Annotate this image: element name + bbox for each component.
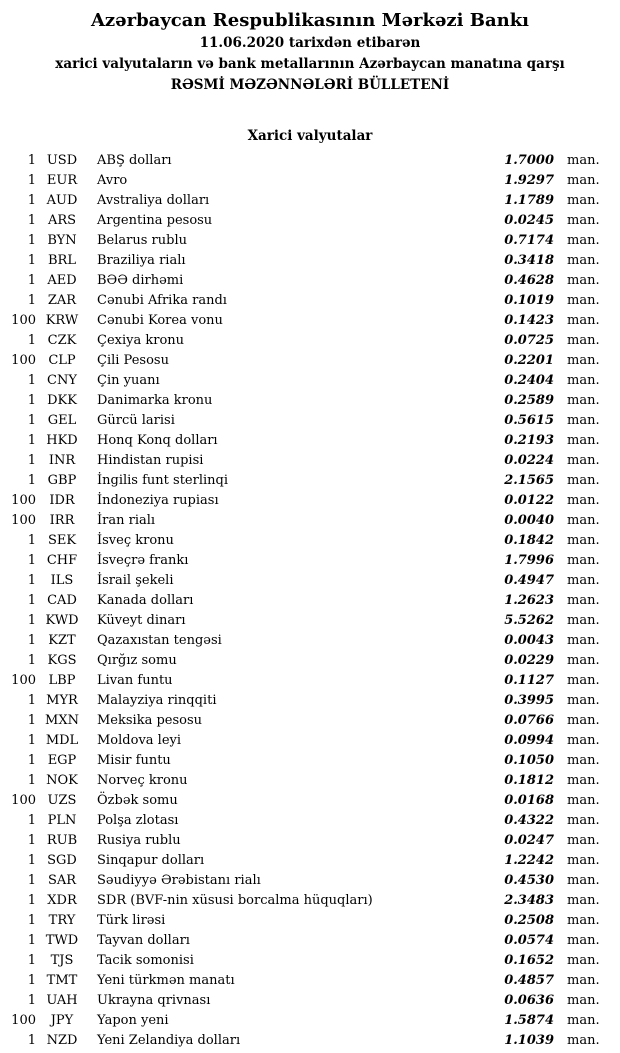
currency-code: CHF bbox=[46, 553, 78, 568]
rate-row bbox=[6, 391, 598, 411]
currency-name: Sinqapur dolları bbox=[97, 853, 205, 868]
rate-row bbox=[6, 191, 598, 211]
currency-unit-label: man. bbox=[567, 713, 600, 728]
rate-value: 5.5262 bbox=[504, 613, 554, 628]
rate-value: 1.1789 bbox=[504, 193, 554, 208]
rate-quantity: 1 bbox=[27, 593, 36, 608]
rate-value: 0.1842 bbox=[504, 533, 554, 548]
rate-value: 0.4857 bbox=[504, 973, 554, 988]
currency-name: Səudiyyə Ərəbistanı rialı bbox=[97, 873, 261, 888]
currency-code: LBP bbox=[48, 673, 76, 688]
rate-quantity: 100 bbox=[11, 313, 36, 328]
currency-code: TRY bbox=[48, 913, 76, 928]
bulletin-header bbox=[0, 0, 620, 96]
currency-code: NZD bbox=[46, 1033, 78, 1048]
currency-unit-label: man. bbox=[567, 153, 600, 168]
rate-row bbox=[6, 991, 598, 1011]
currency-unit-label: man. bbox=[567, 593, 600, 608]
rate-row bbox=[6, 231, 598, 251]
currency-name: Yeni türkmən manatı bbox=[97, 973, 235, 988]
rate-quantity: 1 bbox=[27, 893, 36, 908]
rate-row bbox=[6, 751, 598, 771]
currency-unit-label: man. bbox=[567, 773, 600, 788]
rate-row bbox=[6, 591, 598, 611]
currency-name: Belarus rublu bbox=[97, 233, 187, 248]
rate-row bbox=[6, 351, 598, 371]
currency-unit-label: man. bbox=[567, 1013, 600, 1028]
currency-code: EGP bbox=[47, 753, 77, 768]
rate-quantity: 1 bbox=[27, 473, 36, 488]
rate-value: 0.1812 bbox=[504, 773, 554, 788]
currency-code: XDR bbox=[47, 893, 77, 908]
rate-quantity: 1 bbox=[27, 773, 36, 788]
rate-value: 1.2623 bbox=[504, 593, 554, 608]
currency-name: Honq Konq dolları bbox=[97, 433, 218, 448]
rate-row bbox=[6, 851, 598, 871]
currency-name: Çexiya kronu bbox=[97, 333, 185, 348]
currency-unit-label: man. bbox=[567, 673, 600, 688]
currency-unit-label: man. bbox=[567, 233, 600, 248]
rate-quantity: 1 bbox=[27, 453, 36, 468]
date-line: 11.06.2020 tarixdən etibarən bbox=[199, 35, 421, 51]
rate-quantity: 1 bbox=[27, 173, 36, 188]
currency-name: Qırğız somu bbox=[97, 653, 177, 668]
rate-quantity: 1 bbox=[27, 373, 36, 388]
rate-value: 0.2508 bbox=[504, 913, 554, 928]
currency-code: MDL bbox=[45, 733, 79, 748]
currency-code: AUD bbox=[46, 193, 78, 208]
rate-value: 0.4530 bbox=[504, 873, 554, 888]
currency-unit-label: man. bbox=[567, 213, 600, 228]
rate-value: 1.5874 bbox=[504, 1013, 554, 1028]
currency-code: MXN bbox=[45, 713, 79, 728]
currency-code: KWD bbox=[45, 613, 79, 628]
rate-quantity: 1 bbox=[27, 973, 36, 988]
currency-name: Moldova leyi bbox=[97, 733, 182, 748]
currency-unit-label: man. bbox=[567, 693, 600, 708]
currency-unit-label: man. bbox=[567, 353, 600, 368]
rate-row bbox=[6, 691, 598, 711]
currency-code: KZT bbox=[48, 633, 76, 648]
currency-name: İngilis funt sterlinqi bbox=[97, 473, 228, 488]
currency-unit-label: man. bbox=[567, 493, 600, 508]
currency-unit-label: man. bbox=[567, 873, 600, 888]
rate-quantity: 1 bbox=[27, 553, 36, 568]
currency-unit-label: man. bbox=[567, 1033, 600, 1048]
currency-name: Gürcü larisi bbox=[97, 413, 175, 428]
currency-unit-label: man. bbox=[567, 853, 600, 868]
rate-value: 0.1423 bbox=[504, 313, 554, 328]
rate-value: 0.0245 bbox=[504, 213, 554, 228]
currency-name: İran rialı bbox=[97, 513, 156, 528]
rate-row bbox=[6, 551, 598, 571]
rate-value: 0.0636 bbox=[504, 993, 554, 1008]
currency-code: HKD bbox=[46, 433, 78, 448]
currency-code: EUR bbox=[46, 173, 78, 188]
currency-unit-label: man. bbox=[567, 433, 600, 448]
rate-value: 0.4628 bbox=[504, 273, 554, 288]
rate-row bbox=[6, 631, 598, 651]
currency-unit-label: man. bbox=[567, 993, 600, 1008]
currency-name: BƏƏ dirhəmi bbox=[97, 273, 184, 288]
rate-quantity: 100 bbox=[11, 673, 36, 688]
currency-unit-label: man. bbox=[567, 913, 600, 928]
rate-row bbox=[6, 251, 598, 271]
rate-quantity: 100 bbox=[11, 1013, 36, 1028]
rate-row bbox=[6, 651, 598, 671]
rate-value: 1.7996 bbox=[504, 553, 554, 568]
currency-code: SAR bbox=[47, 873, 77, 888]
currency-unit-label: man. bbox=[567, 533, 600, 548]
currency-code: BYN bbox=[47, 233, 77, 248]
rate-quantity: 100 bbox=[11, 493, 36, 508]
rate-value: 1.7000 bbox=[504, 153, 554, 168]
rate-value: 0.4322 bbox=[504, 813, 554, 828]
rate-quantity: 1 bbox=[27, 953, 36, 968]
rate-value: 0.0766 bbox=[504, 713, 554, 728]
currency-code: TMT bbox=[46, 973, 78, 988]
currency-unit-label: man. bbox=[567, 933, 600, 948]
rate-row bbox=[6, 831, 598, 851]
currency-code: USD bbox=[46, 153, 78, 168]
rate-row bbox=[6, 811, 598, 831]
currency-unit-label: man. bbox=[567, 833, 600, 848]
currency-name: Kanada dolları bbox=[97, 593, 194, 608]
rate-quantity: 1 bbox=[27, 273, 36, 288]
rate-quantity: 1 bbox=[27, 393, 36, 408]
rate-quantity: 1 bbox=[27, 833, 36, 848]
rate-quantity: 1 bbox=[27, 813, 36, 828]
currency-name: Tacik somonisi bbox=[97, 953, 194, 968]
rate-row bbox=[6, 471, 598, 491]
currency-name: İndoneziya rupiası bbox=[97, 493, 219, 508]
rate-quantity: 1 bbox=[27, 653, 36, 668]
rate-quantity: 1 bbox=[27, 633, 36, 648]
rate-quantity: 100 bbox=[11, 513, 36, 528]
currency-code: TJS bbox=[50, 953, 74, 968]
currency-unit-label: man. bbox=[567, 573, 600, 588]
rate-value: 0.0725 bbox=[504, 333, 554, 348]
rate-quantity: 1 bbox=[27, 693, 36, 708]
currency-name: Küveyt dinarı bbox=[97, 613, 186, 628]
currency-code: ILS bbox=[50, 573, 74, 588]
rate-row bbox=[6, 171, 598, 191]
rate-value: 0.0247 bbox=[504, 833, 554, 848]
rate-quantity: 1 bbox=[27, 293, 36, 308]
currency-name: İsveç kronu bbox=[97, 533, 174, 548]
rate-value: 0.1127 bbox=[504, 673, 554, 688]
currency-code: TWD bbox=[45, 933, 79, 948]
rate-value: 0.0224 bbox=[504, 453, 554, 468]
rate-row bbox=[6, 271, 598, 291]
currency-name: Hindistan rupisi bbox=[97, 453, 204, 468]
rate-row bbox=[6, 931, 598, 951]
currency-name: Türk lirəsi bbox=[97, 913, 166, 928]
rate-row bbox=[6, 291, 598, 311]
rate-value: 0.0122 bbox=[504, 493, 554, 508]
rate-row bbox=[6, 211, 598, 231]
currency-name: İsveçrə frankı bbox=[97, 553, 189, 568]
rate-row bbox=[6, 331, 598, 351]
currency-name: Avstraliya dolları bbox=[97, 193, 210, 208]
currency-code: KRW bbox=[45, 313, 79, 328]
rate-value: 0.1652 bbox=[504, 953, 554, 968]
currency-code: SGD bbox=[47, 853, 77, 868]
currency-code: UZS bbox=[47, 793, 77, 808]
currency-name: Yeni Zelandiya dolları bbox=[97, 1033, 241, 1048]
currency-unit-label: man. bbox=[567, 813, 600, 828]
currency-code: DKK bbox=[47, 393, 77, 408]
currency-unit-label: man. bbox=[567, 413, 600, 428]
currency-name: Avro bbox=[97, 173, 128, 188]
rate-value: 0.2201 bbox=[504, 353, 554, 368]
rate-quantity: 1 bbox=[27, 753, 36, 768]
currency-code: CZK bbox=[47, 333, 77, 348]
rates-table bbox=[0, 151, 620, 1051]
rate-value: 0.1050 bbox=[504, 753, 554, 768]
rate-quantity: 1 bbox=[27, 733, 36, 748]
rate-quantity: 100 bbox=[11, 353, 36, 368]
rate-quantity: 1 bbox=[27, 533, 36, 548]
currency-unit-label: man. bbox=[567, 453, 600, 468]
rate-value: 0.0043 bbox=[504, 633, 554, 648]
rate-quantity: 1 bbox=[27, 613, 36, 628]
currency-name: Çin yuanı bbox=[97, 373, 160, 388]
rate-row bbox=[6, 911, 598, 931]
currency-code: ARS bbox=[47, 213, 77, 228]
currency-unit-label: man. bbox=[567, 793, 600, 808]
currency-name: Özbək somu bbox=[97, 793, 178, 808]
rate-value: 0.2193 bbox=[504, 433, 554, 448]
subtitle-line: xarici valyutaların və bank metallarının Azərbaycan manatına qarşı bbox=[55, 56, 565, 72]
rate-row bbox=[6, 671, 598, 691]
currency-name: Malayziya rinqqiti bbox=[97, 693, 217, 708]
currency-name: Polşa zlotası bbox=[97, 813, 179, 828]
currency-name: Livan funtu bbox=[97, 673, 173, 688]
currency-code: SEK bbox=[47, 533, 77, 548]
section-title: Xarici valyutalar bbox=[247, 128, 373, 144]
currency-code: CNY bbox=[47, 373, 77, 388]
currency-unit-label: man. bbox=[567, 633, 600, 648]
rate-row bbox=[6, 791, 598, 811]
rate-value: 1.9297 bbox=[504, 173, 554, 188]
currency-code: IDR bbox=[49, 493, 75, 508]
currency-code: ZAR bbox=[47, 293, 77, 308]
rate-value: 0.5615 bbox=[504, 413, 554, 428]
currency-name: Yapon yeni bbox=[97, 1013, 169, 1028]
currency-unit-label: man. bbox=[567, 333, 600, 348]
rate-row bbox=[6, 971, 598, 991]
currency-name: SDR (BVF-nin xüsusi borcalma hüquqları) bbox=[97, 893, 373, 908]
currency-unit-label: man. bbox=[567, 193, 600, 208]
rate-value: 2.1565 bbox=[504, 473, 554, 488]
rate-quantity: 1 bbox=[27, 153, 36, 168]
currency-code: IRR bbox=[49, 513, 75, 528]
rate-quantity: 1 bbox=[27, 1033, 36, 1048]
rate-row bbox=[6, 571, 598, 591]
currency-code: AED bbox=[47, 273, 77, 288]
rate-value: 0.0994 bbox=[504, 733, 554, 748]
rate-value: 0.0574 bbox=[504, 933, 554, 948]
rate-quantity: 1 bbox=[27, 853, 36, 868]
currency-unit-label: man. bbox=[567, 953, 600, 968]
currency-code: JPY bbox=[50, 1013, 74, 1028]
currency-name: Argentina pesosu bbox=[97, 213, 213, 228]
rate-row bbox=[6, 891, 598, 911]
rate-quantity: 1 bbox=[27, 993, 36, 1008]
currency-code: KGS bbox=[47, 653, 77, 668]
currency-name: Ukrayna qrivnası bbox=[97, 993, 211, 1008]
currency-unit-label: man. bbox=[567, 313, 600, 328]
rate-quantity: 1 bbox=[27, 433, 36, 448]
rate-value: 0.2404 bbox=[504, 373, 554, 388]
rate-row bbox=[6, 951, 598, 971]
currency-name: Danimarka kronu bbox=[97, 393, 213, 408]
currency-unit-label: man. bbox=[567, 393, 600, 408]
currency-unit-label: man. bbox=[567, 513, 600, 528]
currency-unit-label: man. bbox=[567, 733, 600, 748]
rate-value: 2.3483 bbox=[504, 893, 554, 908]
rate-quantity: 1 bbox=[27, 713, 36, 728]
rate-quantity: 1 bbox=[27, 573, 36, 588]
currency-unit-label: man. bbox=[567, 653, 600, 668]
rate-quantity: 1 bbox=[27, 253, 36, 268]
rate-row bbox=[6, 871, 598, 891]
currency-name: Braziliya rialı bbox=[97, 253, 186, 268]
currency-code: CAD bbox=[47, 593, 77, 608]
currency-name: Çili Pesosu bbox=[97, 353, 169, 368]
currency-name: Cənubi Korea vonu bbox=[97, 313, 223, 328]
currency-unit-label: man. bbox=[567, 753, 600, 768]
rate-row bbox=[6, 311, 598, 331]
currency-code: GBP bbox=[47, 473, 77, 488]
currency-unit-label: man. bbox=[567, 473, 600, 488]
currency-code: RUB bbox=[46, 833, 78, 848]
currency-name: Misir funtu bbox=[97, 753, 171, 768]
rate-value: 0.0168 bbox=[504, 793, 554, 808]
bulletin-title: RƏSMİ MƏZƏNNƏLƏRİ BÜLLETENİ bbox=[170, 77, 450, 93]
currency-name: Rusiya rublu bbox=[97, 833, 181, 848]
rate-row bbox=[6, 371, 598, 391]
rate-quantity: 1 bbox=[27, 193, 36, 208]
currency-name: Cənubi Afrika randı bbox=[97, 293, 227, 308]
rate-quantity: 1 bbox=[27, 413, 36, 428]
currency-name: Tayvan dolları bbox=[97, 933, 190, 948]
currency-unit-label: man. bbox=[567, 373, 600, 388]
currency-code: NOK bbox=[46, 773, 78, 788]
rate-quantity: 1 bbox=[27, 933, 36, 948]
rate-row bbox=[6, 151, 598, 171]
rate-row bbox=[6, 611, 598, 631]
currency-name: ABŞ dolları bbox=[97, 153, 172, 168]
rate-value: 1.1039 bbox=[504, 1033, 554, 1048]
rate-quantity: 1 bbox=[27, 873, 36, 888]
rate-value: 0.7174 bbox=[504, 233, 554, 248]
rate-value: 0.1019 bbox=[504, 293, 554, 308]
currency-unit-label: man. bbox=[567, 553, 600, 568]
rate-row bbox=[6, 1031, 598, 1051]
rate-value: 1.2242 bbox=[504, 853, 554, 868]
currency-code: PLN bbox=[47, 813, 77, 828]
currency-unit-label: man. bbox=[567, 173, 600, 188]
rate-value: 0.3418 bbox=[504, 253, 554, 268]
currency-name: Norveç kronu bbox=[97, 773, 188, 788]
rate-value: 0.0229 bbox=[504, 653, 554, 668]
rate-row bbox=[6, 1011, 598, 1031]
rate-value: 0.0040 bbox=[504, 513, 554, 528]
currency-name: Qazaxıstan tengəsi bbox=[97, 633, 222, 648]
rate-value: 0.3995 bbox=[504, 693, 554, 708]
currency-unit-label: man. bbox=[567, 613, 600, 628]
rate-quantity: 1 bbox=[27, 333, 36, 348]
rate-quantity: 100 bbox=[11, 793, 36, 808]
rate-value: 0.4947 bbox=[504, 573, 554, 588]
currency-unit-label: man. bbox=[567, 973, 600, 988]
rate-quantity: 1 bbox=[27, 233, 36, 248]
currency-code: INR bbox=[48, 453, 76, 468]
currency-code: BRL bbox=[48, 253, 76, 268]
rate-row bbox=[6, 411, 598, 431]
rate-row bbox=[6, 491, 598, 511]
currency-unit-label: man. bbox=[567, 253, 600, 268]
currency-unit-label: man. bbox=[567, 293, 600, 308]
currency-code: GEL bbox=[47, 413, 77, 428]
rate-quantity: 1 bbox=[27, 913, 36, 928]
currency-code: MYR bbox=[46, 693, 78, 708]
rate-row bbox=[6, 511, 598, 531]
rate-row bbox=[6, 771, 598, 791]
currency-code: UAH bbox=[46, 993, 78, 1008]
currency-name: Meksika pesosu bbox=[97, 713, 203, 728]
currency-unit-label: man. bbox=[567, 273, 600, 288]
rate-row bbox=[6, 711, 598, 731]
currency-name: İsrail şekeli bbox=[97, 573, 174, 588]
currency-code: CLP bbox=[48, 353, 76, 368]
currency-unit-label: man. bbox=[567, 893, 600, 908]
rate-row bbox=[6, 451, 598, 471]
rate-row bbox=[6, 431, 598, 451]
rate-value: 0.2589 bbox=[504, 393, 554, 408]
bank-title: Azərbaycan Respublikasının Mərkəzi Bankı bbox=[90, 10, 530, 31]
rate-row bbox=[6, 531, 598, 551]
rate-quantity: 1 bbox=[27, 213, 36, 228]
rate-row bbox=[6, 731, 598, 751]
